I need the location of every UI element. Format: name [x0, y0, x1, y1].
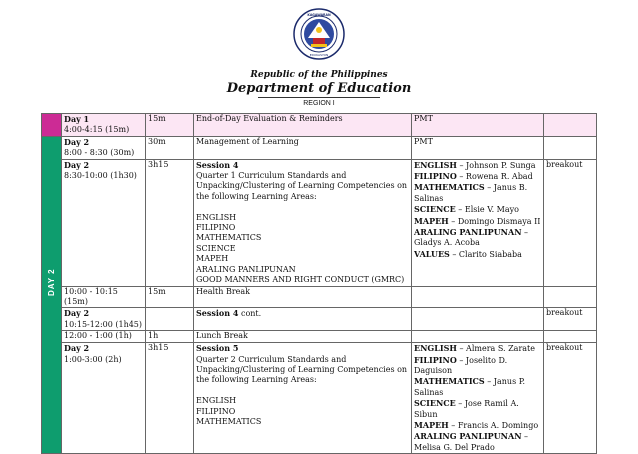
deped-seal-icon: [293, 8, 345, 60]
facilitators-cell: [412, 159, 544, 286]
session-description: Quarter 1 Curriculum Standards and Unpacking/Clustering of Learning Competencies on the following Learning Areas:: [196, 171, 408, 201]
day-marker-cell: [42, 114, 62, 137]
row-day: Day 1: [64, 114, 90, 124]
facilitator-name: – Rowena R. Abad: [456, 172, 533, 182]
facilitator-subject: ENGLISH: [414, 159, 457, 170]
schedule-table: [41, 113, 597, 454]
facilitator-subject: MAPEH: [414, 215, 449, 226]
facilitator-subject: SCIENCE: [414, 204, 456, 215]
row-time: 1:00-3:00 (2h): [64, 354, 122, 364]
row-duration: 15m: [146, 286, 194, 308]
session-title: Session 5: [196, 343, 239, 354]
row-activity: Health Break: [194, 286, 412, 308]
row-mode: [544, 136, 597, 159]
row-duration: 30m: [146, 136, 194, 159]
row-duration: 15m: [146, 114, 194, 137]
row-day: Day 2: [64, 136, 90, 147]
learning-area: MATHEMATICS: [196, 416, 262, 426]
row-activity: Lunch Break: [194, 331, 412, 343]
facilitator-subject: MATHEMATICS: [414, 182, 485, 193]
row-mode: breakout: [544, 308, 597, 331]
row-activity: Management of Learning: [194, 136, 412, 159]
session-description: Quarter 2 Curriculum Standards and Unpacking/Clustering of Learning Competencies on the following Learning Areas:: [196, 354, 408, 385]
learning-area: SCIENCE: [196, 243, 236, 253]
facilitator-name: – Joselito D. Daguison: [414, 355, 508, 375]
row-activity: End-of-Day Evaluation & Reminders: [194, 114, 412, 137]
table-row: [42, 286, 597, 308]
facilitator-name: – Domingo Dismaya II: [448, 216, 541, 226]
row-duration: 3h15: [146, 159, 194, 286]
session-title: Session 4: [196, 159, 239, 170]
header-divider: [258, 97, 380, 98]
facilitator-name: – Francis A. Domingo: [448, 420, 539, 430]
row-day: Day 2: [64, 159, 90, 170]
learning-area: FILIPINO: [196, 223, 236, 233]
session-4-cell: [194, 159, 412, 286]
row-day: Day 2: [64, 308, 90, 319]
facilitator-subject: FILIPINO: [414, 171, 457, 182]
svg-text:KAGAWARAN: KAGAWARAN: [307, 13, 331, 17]
learning-area: ENGLISH: [196, 396, 237, 406]
table-row: [42, 308, 597, 331]
facilitator-name: – Janus P. Salinas: [414, 377, 526, 397]
row-time: 4:00-4:15 (15m): [64, 125, 130, 135]
department-title: Department of Education: [226, 81, 412, 96]
row-time: 12:00 - 1:00 (1h): [62, 331, 146, 343]
row-time: 8:30-10:00 (1h30): [64, 171, 137, 181]
row-mode: breakout: [544, 159, 597, 286]
table-row: [42, 114, 597, 137]
session-title: Session 4: [196, 308, 239, 319]
facilitator-name: – Johnson P. Sunga: [456, 160, 536, 170]
facilitator-name: – Clarito Siababa: [449, 249, 522, 259]
facilitator-subject: MAPEH: [414, 419, 449, 430]
learning-area: MATHEMATICS: [196, 233, 262, 243]
facilitator-name: – Jose Ramil A. Sibun: [414, 399, 519, 419]
row-mode: breakout: [544, 343, 597, 454]
learning-area: FILIPINO: [196, 406, 236, 416]
facilitator-subject: SCIENCE: [414, 398, 456, 409]
region-label: REGION I: [303, 100, 335, 107]
facilitators-cell: [412, 343, 544, 454]
table-row: [42, 136, 597, 159]
facilitator-name: – Melisa G. Del Prado: [414, 432, 529, 452]
facilitator-subject: FILIPINO: [414, 354, 457, 365]
facilitator-name: – Janus B. Salinas: [414, 183, 528, 203]
facilitator-name: – Almera S. Zarate: [456, 344, 535, 354]
row-responsible: PMT: [412, 114, 544, 137]
session-5-cell: [194, 343, 412, 454]
republic-title: Republic of the Philippines: [250, 70, 388, 80]
facilitator-name: – Elsie V. Mayo: [455, 205, 519, 215]
table-row: [42, 343, 597, 454]
row-duration: 1h: [146, 331, 194, 343]
facilitator-subject: ARALING PANLIPUNAN: [414, 227, 522, 238]
learning-area: GOOD MANNERS AND RIGHT CONDUCT (GMRC): [196, 275, 405, 285]
row-mode: [544, 114, 597, 137]
facilitator-subject: ARALING PANLIPUNAN: [414, 431, 522, 442]
row-day: Day 2: [64, 343, 90, 354]
facilitator-subject: ENGLISH: [414, 343, 457, 354]
facilitator-name: – Gladys A. Acoba: [414, 228, 529, 248]
row-duration: 3h15: [146, 343, 194, 454]
row-time: 10:15-12:00 (1h45): [64, 319, 143, 329]
document-header: [0, 0, 638, 112]
day-label: DAY 2: [46, 268, 56, 296]
facilitator-subject: VALUES: [414, 248, 450, 259]
session-suffix: cont.: [238, 309, 262, 319]
day-label-cell: [42, 136, 62, 453]
learning-area: MAPEH: [196, 254, 229, 264]
table-row: [42, 331, 597, 343]
facilitator-subject: MATHEMATICS: [414, 376, 485, 387]
svg-text:EDUKASYON: EDUKASYON: [309, 53, 329, 57]
row-time: 10:00 - 10:15 (15m): [62, 286, 146, 308]
learning-area: ENGLISH: [196, 212, 237, 222]
table-row: [42, 159, 597, 286]
row-responsible: PMT: [412, 136, 544, 159]
row-time: 8:00 - 8:30 (30m): [64, 148, 135, 158]
learning-area: ARALING PANLIPUNAN: [196, 264, 296, 274]
